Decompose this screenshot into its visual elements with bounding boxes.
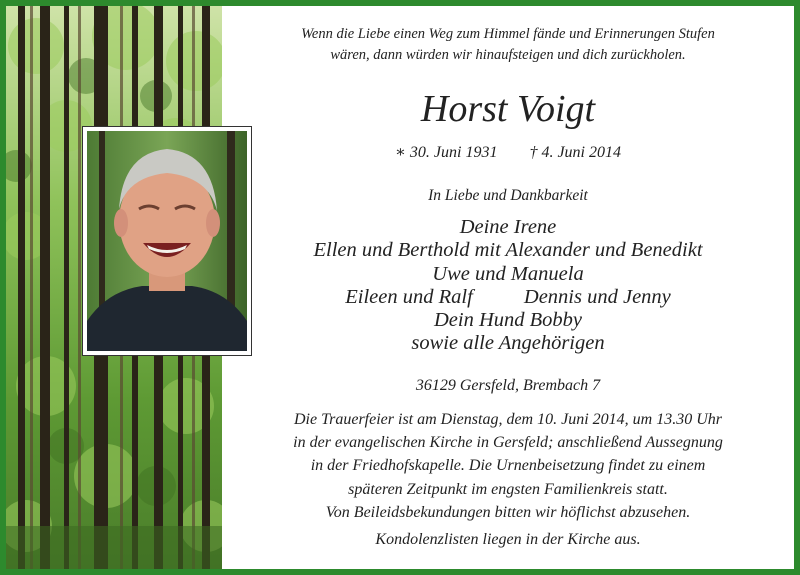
mourner-line: Ellen und Berthold mit Alexander und Benedikt <box>313 239 703 262</box>
deceased-name: Horst Voigt <box>420 88 596 130</box>
memorial-quote <box>222 24 794 66</box>
mourner-name: Eileen und Ralf <box>345 285 473 308</box>
quote-line: wären, dann würden wir hinaufsteigen und dich zurückholen. <box>330 47 686 63</box>
obituary-text <box>222 6 794 569</box>
mourner-line: Deine Irene <box>459 216 557 238</box>
funeral-notice <box>222 408 794 524</box>
mourner-line <box>222 286 794 309</box>
life-dates <box>222 143 794 163</box>
notice-line: in der Friedhofskapelle. Die Urnenbeisetzung findet zu einem <box>310 457 706 475</box>
mourner-line: Uwe und Manuela <box>432 262 584 285</box>
notice-line: späteren Zeitpunkt im engsten Familienkreis statt. <box>348 480 668 498</box>
notice-line: Die Trauerfeier ist am Dienstag, dem 10. Juni 2014, um 13.30 Uhr <box>294 411 722 428</box>
mourner-name: Dennis und Jenny <box>523 285 671 308</box>
death-date: † 4. Juni 2014 <box>529 144 621 161</box>
condolence-note: Kondolenzlisten liegen in der Kirche aus. <box>375 531 641 548</box>
family-address: 36129 Gersfeld, Brembach 7 <box>415 377 601 394</box>
notice-line: in der evangelischen Kirche in Gersfeld; anschließend Aussegnung <box>293 434 723 452</box>
mourner-line: sowie alle Angehörigen <box>411 332 605 355</box>
mourners-list <box>222 216 794 356</box>
notice-line: Von Beileidsbekundungen bitten wir höflichst abzusehen. <box>325 503 691 521</box>
birth-date: ∗ 30. Juni 1931 <box>395 144 498 161</box>
quote-line: Wenn die Liebe einen Weg zum Himmel fände und Erinnerungen Stufen <box>301 26 715 42</box>
mourner-line: Dein Hund Bobby <box>433 309 583 332</box>
dedication-line: In Liebe und Dankbarkeit <box>428 187 588 204</box>
